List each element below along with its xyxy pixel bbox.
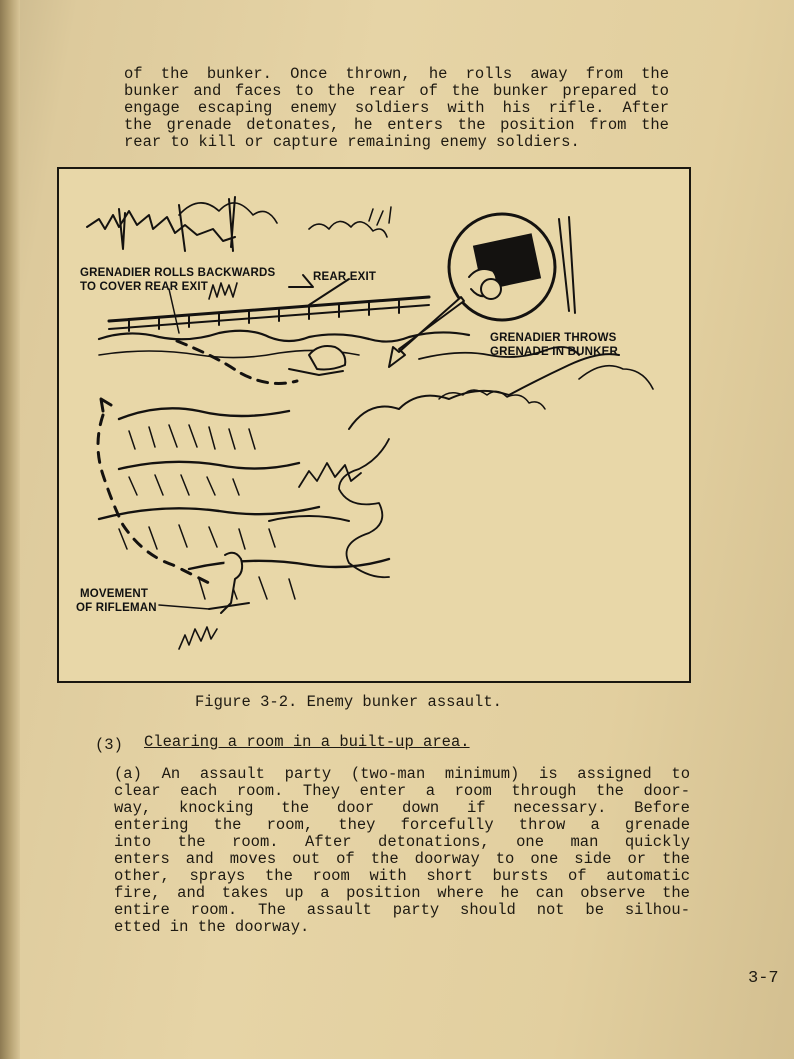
text-line: other, sprays the room with short bursts of automatic bbox=[114, 867, 690, 885]
text-line: clear each room. They enter a room through the door- bbox=[114, 782, 690, 800]
label-line: GRENADIER THROWS bbox=[490, 332, 617, 344]
text-line: into the room. After detonations, one man quickly bbox=[114, 833, 690, 851]
text-line: enters and moves out of the doorway to one side or the bbox=[114, 850, 690, 868]
page-number: 3-7 bbox=[748, 969, 779, 988]
figure-caption: Figure 3-2. Enemy bunker assault. bbox=[195, 693, 502, 711]
label-line: GRENADIER ROLLS BACKWARDS bbox=[80, 267, 276, 279]
text-line: entire room. The assault party should not be silhou- bbox=[114, 901, 690, 919]
text-line: way, knocking the door down if necessary. Before bbox=[114, 799, 690, 817]
section-paragraph bbox=[114, 766, 690, 936]
label-movement-of-rifleman bbox=[76, 587, 157, 615]
section-number: (3) bbox=[95, 736, 123, 754]
label-line: TO COVER REAR EXIT bbox=[80, 281, 208, 293]
label-grenadier-throws bbox=[490, 331, 618, 359]
bunker-assault-figure bbox=[57, 167, 691, 683]
text-line: etted in the doorway. bbox=[114, 918, 310, 936]
top-paragraph bbox=[124, 66, 669, 151]
label-line: MOVEMENT bbox=[80, 588, 149, 600]
text-line: rear to kill or capture remaining enemy soldiers. bbox=[124, 133, 580, 151]
text-line: of the bunker. Once thrown, he rolls away from the bbox=[124, 65, 669, 83]
label-rear-exit: REAR EXIT bbox=[313, 271, 377, 283]
text-line: entering the room, they forcefully throw a grenade bbox=[114, 816, 690, 834]
label-line: GRENADE IN BUNKER bbox=[490, 346, 618, 358]
text-line: the grenade detonates, he enters the position from the bbox=[124, 116, 669, 134]
text-line: engage escaping enemy soldiers with his rifle. After bbox=[124, 99, 669, 117]
text-line: (a) An assault party (two-man minimum) is assigned to bbox=[114, 765, 690, 783]
text-line: fire, and takes up a position where he can observe the bbox=[114, 884, 690, 902]
previous-page-edge bbox=[0, 0, 20, 1059]
label-line: OF RIFLEMAN bbox=[76, 602, 157, 614]
label-grenadier-rolls bbox=[80, 266, 275, 294]
text-line: bunker and faces to the rear of the bunker prepared to bbox=[124, 82, 669, 100]
section-title: Clearing a room in a built-up area. bbox=[144, 733, 470, 751]
